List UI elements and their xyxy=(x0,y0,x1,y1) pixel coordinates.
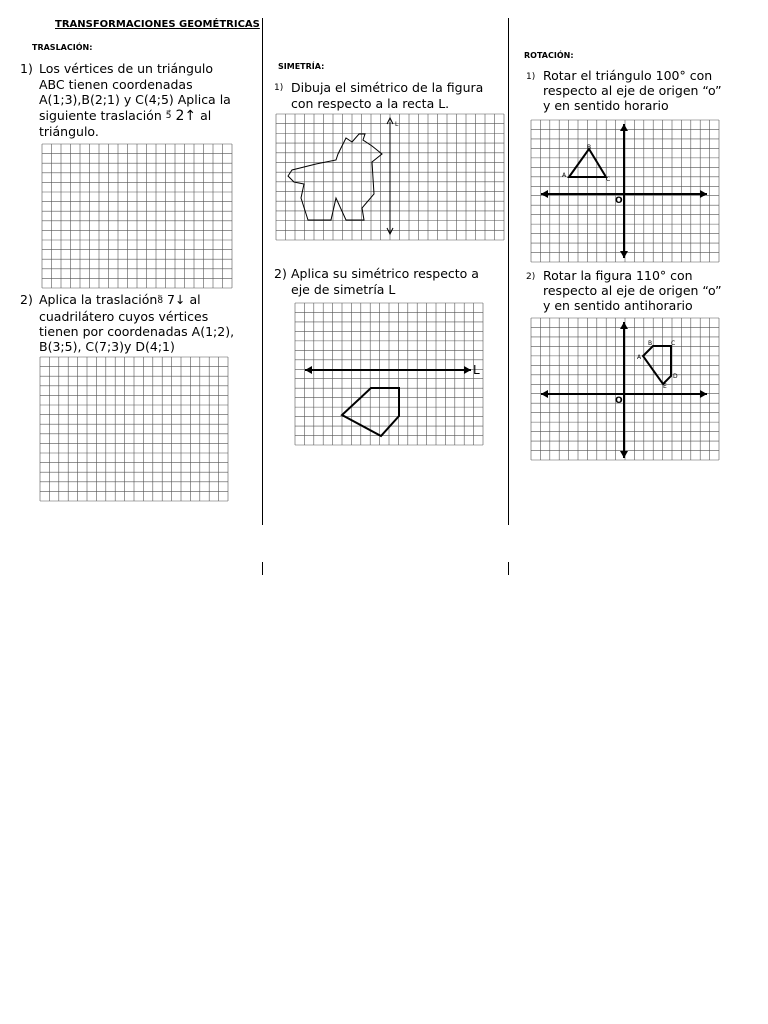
axis-arrowhead xyxy=(700,390,707,398)
question-text-line: A(1;3),B(2;1) y C(4;5) Aplica la xyxy=(39,92,231,107)
axis-arrowhead xyxy=(620,451,628,458)
vector-component: 7↓ xyxy=(167,292,186,307)
question-text-line: y en sentido antihorario xyxy=(543,298,693,313)
question-number: 1) xyxy=(274,83,284,93)
axis-arrowhead xyxy=(541,190,548,198)
question-text-line: respecto al eje de origen “o” xyxy=(543,83,722,98)
axis-arrowhead xyxy=(620,124,628,131)
origin-label: O xyxy=(615,196,623,206)
column-divider-left-tick xyxy=(262,562,263,575)
vertex-label-D: D xyxy=(673,373,678,380)
question-text-line: con respecto a la recta L. xyxy=(291,95,450,111)
question-text-line: Los vértices de un triángulo xyxy=(39,61,214,76)
axis-label-L: L xyxy=(473,363,480,377)
question-text-line: siguiente traslación 5⃗ 2↑ al xyxy=(39,107,212,124)
vector-component: 5⃗ xyxy=(165,110,172,121)
axis-arrowhead xyxy=(620,322,628,329)
grid-traslacion-1[interactable] xyxy=(42,144,232,288)
page-title: TRANSFORMACIONES GEOMÉTRICAS xyxy=(55,19,260,30)
grid-traslacion-2[interactable] xyxy=(40,357,228,501)
axis-arrowhead xyxy=(541,390,548,398)
question-text-line: B(3;5), C(7;3)y D(4;1) xyxy=(39,339,175,354)
question-text-line: tienen por coordenadas A(1;2), xyxy=(39,324,235,339)
grid-lines xyxy=(42,144,232,288)
vertex-label-A: A xyxy=(637,354,642,361)
grid-lines xyxy=(40,357,228,501)
question-text-line: respecto al eje de origen “o” xyxy=(543,283,722,298)
question-text-line: y en sentido horario xyxy=(543,98,669,113)
question-text-line: Rotar la figura 110° con xyxy=(543,268,693,283)
column-divider-right-tick xyxy=(508,562,509,575)
question-number: 2) xyxy=(526,272,536,282)
question-text-line: eje de simetría L xyxy=(291,281,396,297)
axis-arrowhead xyxy=(620,251,628,258)
rotacion-heading: ROTACIÓN: xyxy=(524,51,574,60)
question-text-line: Aplica la traslación8⃖ 7↓ al xyxy=(39,292,201,307)
grid-simetria-1[interactable] xyxy=(276,114,504,240)
axis-arrowhead xyxy=(305,366,312,374)
question-number: 2) xyxy=(20,292,33,307)
vertex-label-B: B xyxy=(587,144,592,151)
axis-arrowhead xyxy=(464,366,471,374)
question-text-line: Rotar el triángulo 100° con xyxy=(543,68,713,83)
grid-rotacion-2[interactable] xyxy=(531,318,719,460)
question-number: 1) xyxy=(20,61,33,76)
question-text-line: Aplica su simétrico respecto a xyxy=(291,266,479,281)
origin-label: O xyxy=(615,396,623,406)
pentagon-abcde xyxy=(643,346,671,384)
axis-label-L: L xyxy=(395,121,399,128)
question-number: 1) xyxy=(526,72,536,82)
vertex-label-A: A xyxy=(562,172,567,179)
vertex-label-C: C xyxy=(606,176,611,183)
question-number: 2) xyxy=(274,266,287,281)
question-text-line: cuadrilátero cuyos vértices xyxy=(39,309,209,324)
grid-lines xyxy=(295,303,483,445)
traslacion-heading: TRASLACIÓN: xyxy=(32,43,93,52)
axis-arrowhead xyxy=(700,190,707,198)
question-text-line: triángulo. xyxy=(39,124,99,139)
figure-to-reflect xyxy=(288,134,382,220)
grid-rotacion-1[interactable] xyxy=(531,120,719,262)
grid-simetria-2[interactable] xyxy=(295,303,483,445)
question-text-line: Dibuja el simétrico de la figura xyxy=(291,80,484,95)
vertex-label-C: C xyxy=(671,340,676,347)
question-text-line: ABC tienen coordenadas xyxy=(39,76,193,92)
vertex-label-E: E xyxy=(663,383,667,390)
vertex-label-B: B xyxy=(648,340,653,347)
vector-component: 8⃖ xyxy=(157,296,164,306)
vector-component: 2↑ xyxy=(175,107,197,124)
simetria-heading: SIMETRÍA: xyxy=(278,62,325,71)
